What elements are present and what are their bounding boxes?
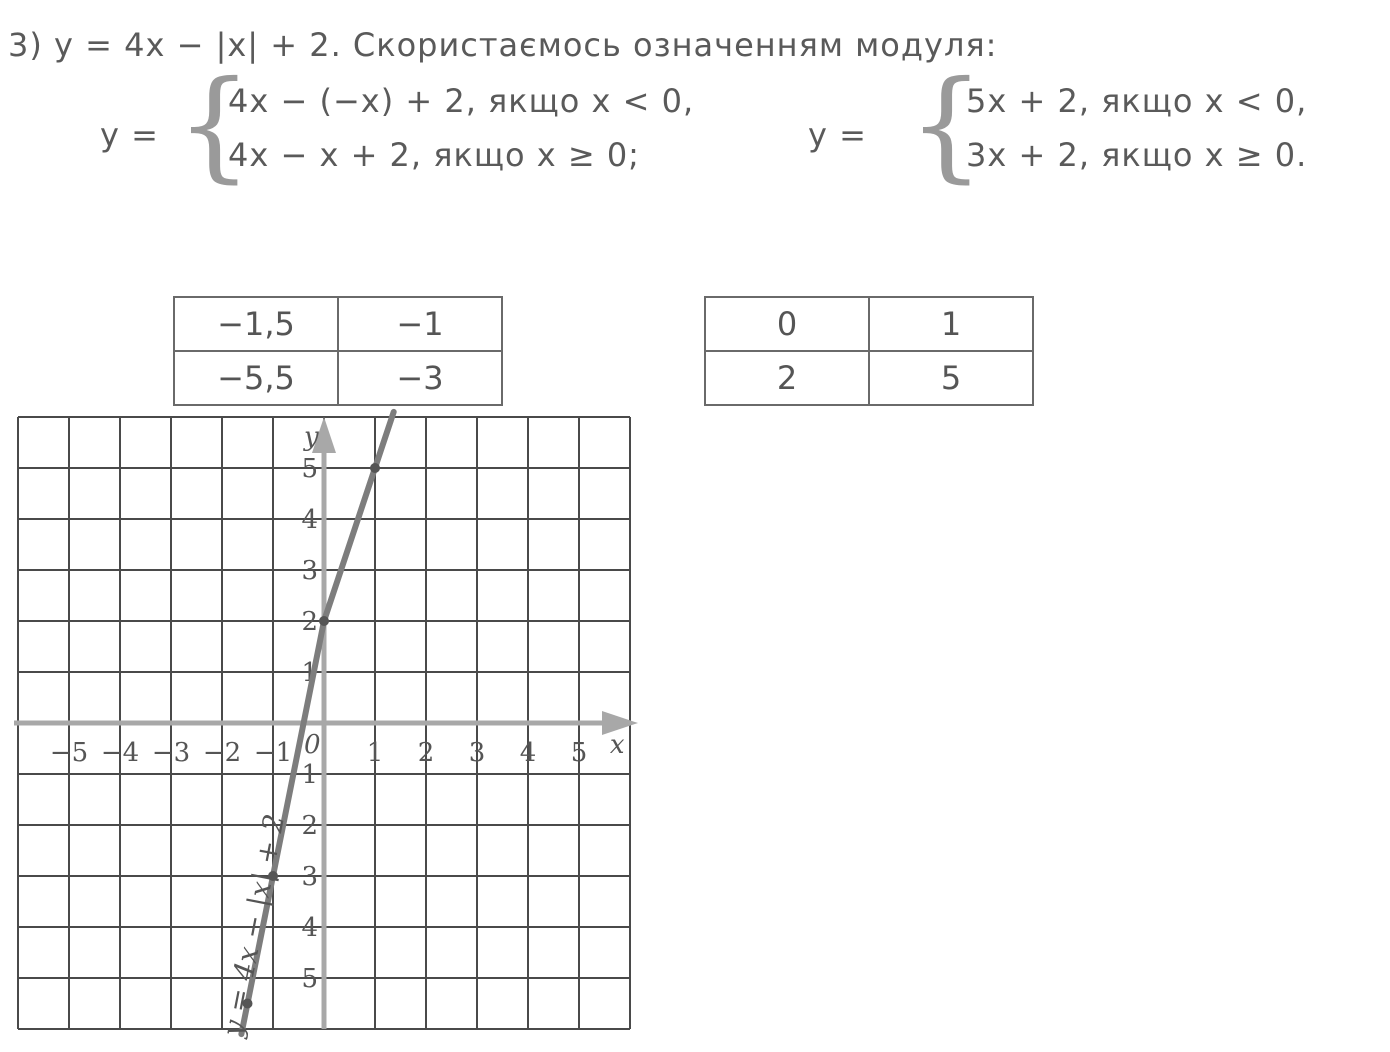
table-cell: −1,5 <box>174 297 338 351</box>
table-cell: −1 <box>338 297 502 351</box>
table-row <box>705 351 1033 405</box>
y-tick-label: 3 <box>301 556 318 586</box>
system2-case1: 5x + 2, якщо x < 0, <box>966 82 1308 120</box>
system1-case1: 4x − (−x) + 2, якщо x < 0, <box>228 82 695 120</box>
problem-heading: 3) y = 4x − |x| + 2. Скористаємось означенням модуля: <box>8 26 998 64</box>
table-row <box>174 297 502 351</box>
table-cell: 5 <box>869 351 1033 405</box>
system1-brace: { <box>176 56 253 195</box>
y-tick-label: 3 <box>301 862 318 892</box>
system2-case2: 3x + 2, якщо x ≥ 0. <box>966 136 1308 174</box>
y-axis-label: y <box>304 422 319 452</box>
system1-case2: 4x − x + 2, якщо x ≥ 0; <box>228 136 640 174</box>
table-cell: 1 <box>869 297 1033 351</box>
x-tick-label: −2 <box>202 738 242 768</box>
y-tick-label: 1 <box>301 760 318 790</box>
x-tick-label: 3 <box>468 738 486 768</box>
table-row <box>174 351 502 405</box>
origin-label: 0 <box>304 730 321 760</box>
x-tick-label: 1 <box>366 738 384 768</box>
table-cell: 2 <box>705 351 869 405</box>
function-graph <box>0 405 660 1050</box>
y-tick-label: 2 <box>301 811 318 841</box>
data-point <box>370 463 380 473</box>
table-cell: −5,5 <box>174 351 338 405</box>
system1-lhs: y = <box>100 116 159 154</box>
y-tick-label: 4 <box>301 913 318 943</box>
y-tick-label: 5 <box>301 964 318 994</box>
x-axis-label: x <box>609 730 625 760</box>
x-tick-label: −1 <box>253 738 293 768</box>
system2-brace: { <box>908 56 985 195</box>
x-tick-label: 4 <box>519 738 537 768</box>
x-tick-label: 2 <box>417 738 435 768</box>
table-cell: 0 <box>705 297 869 351</box>
y-tick-label: 5 <box>301 454 318 484</box>
x-tick-label: −4 <box>100 738 140 768</box>
y-tick-label: 4 <box>301 505 318 535</box>
x-tick-label: −5 <box>49 738 89 768</box>
system2-lhs: y = <box>808 116 867 154</box>
table-cell: −3 <box>338 351 502 405</box>
values-table-negative-x <box>173 296 503 406</box>
table-row <box>705 297 1033 351</box>
series-label: y = 4x − |x| + 2 <box>215 811 292 1040</box>
y-tick-label: 2 <box>301 607 318 637</box>
x-tick-label: 5 <box>570 738 588 768</box>
data-point <box>319 616 329 626</box>
y-tick-label: 1 <box>301 658 318 688</box>
values-table-positive-x <box>704 296 1034 406</box>
x-tick-label: −3 <box>151 738 191 768</box>
